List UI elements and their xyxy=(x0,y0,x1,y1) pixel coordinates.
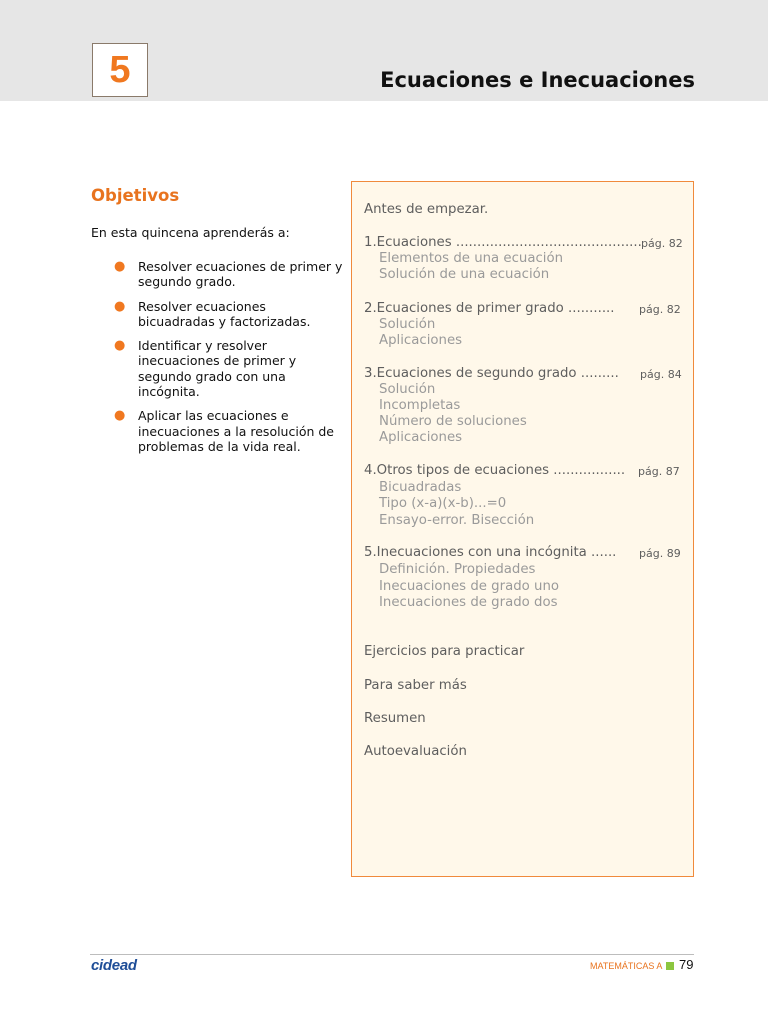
section-title-4: 4.Otros tipos de ecuaciones ................. xyxy=(364,463,626,478)
contents-extra: Resumen xyxy=(364,711,426,726)
section-sub: Solución de una ecuación xyxy=(379,267,550,282)
chapter-title: Ecuaciones e Inecuaciones xyxy=(380,68,695,92)
contents-extra: Ejercicios para practicar xyxy=(364,644,525,659)
section-page-2: pág. 82 xyxy=(639,303,681,316)
contents-extra: Para saber más xyxy=(364,678,467,693)
bullet-icon: ● xyxy=(114,259,126,274)
section-sub: Tipo (x-a)(x-b)...=0 xyxy=(379,496,507,511)
cidead-logo: cidead xyxy=(91,957,137,974)
section-page-1: pág. 82 xyxy=(641,237,683,250)
footer-label: MATEMÁTICAS A xyxy=(590,961,663,971)
section-sub: Aplicaciones xyxy=(379,430,463,445)
section-sub: Ensayo-error. Bisección xyxy=(379,513,535,528)
section-sub: Definición. Propiedades xyxy=(379,562,536,577)
contents-intro: Antes de empezar. xyxy=(364,202,489,217)
section-title-1: 1.Ecuaciones ............................................ xyxy=(364,235,642,250)
footer-divider xyxy=(90,954,694,955)
bullet-icon: ● xyxy=(114,298,126,314)
objective-text: Aplicar las ecuaciones e inecuaciones a la resolución de problemas de la vida real. xyxy=(138,408,334,454)
objective-text: Identificar y resolver inecuaciones de primer y segundo grado con una incógnita. xyxy=(138,338,297,400)
bullet-icon: ● xyxy=(114,338,126,354)
contents-extra: Autoevaluación xyxy=(364,744,467,759)
page-number: 79 xyxy=(679,957,694,972)
section-page-3: pág. 84 xyxy=(640,368,682,381)
section-sub: Aplicaciones xyxy=(379,333,463,348)
objective-item xyxy=(114,259,344,290)
green-square-icon xyxy=(666,962,674,970)
section-page-4: pág. 87 xyxy=(638,465,680,478)
section-sub: Elementos de una ecuación xyxy=(379,251,564,266)
objective-item xyxy=(114,408,344,454)
objectives-list xyxy=(114,259,344,463)
chapter-number: 5 xyxy=(109,48,131,91)
section-sub: Inecuaciones de grado dos xyxy=(379,595,558,610)
section-sub: Solución xyxy=(379,382,436,397)
contents-box xyxy=(351,181,694,877)
section-title-2: 2.Ecuaciones de primer grado ........... xyxy=(364,301,615,316)
objectives-heading: Objetivos xyxy=(91,186,180,205)
section-sub: Número de soluciones xyxy=(379,414,527,429)
section-title-5: 5.Inecuaciones con una incógnita ...... xyxy=(364,545,617,560)
chapter-number-box xyxy=(92,43,148,97)
section-sub: Inecuaciones de grado uno xyxy=(379,579,560,594)
objectives-intro: En esta quincena aprenderás a: xyxy=(91,225,290,240)
section-sub: Solución xyxy=(379,317,436,332)
objective-item xyxy=(114,299,344,330)
objective-item xyxy=(114,338,344,399)
section-sub: Bicuadradas xyxy=(379,480,462,495)
objective-text: Resolver ecuaciones de primer y segundo grado. xyxy=(138,259,343,290)
section-title-3: 3.Ecuaciones de segundo grado ......... xyxy=(364,366,619,381)
section-page-5: pág. 89 xyxy=(639,547,681,560)
section-sub: Incompletas xyxy=(379,398,461,413)
bullet-icon: ● xyxy=(114,408,126,424)
objective-text: Resolver ecuaciones bicuadradas y factorizadas. xyxy=(138,298,311,329)
